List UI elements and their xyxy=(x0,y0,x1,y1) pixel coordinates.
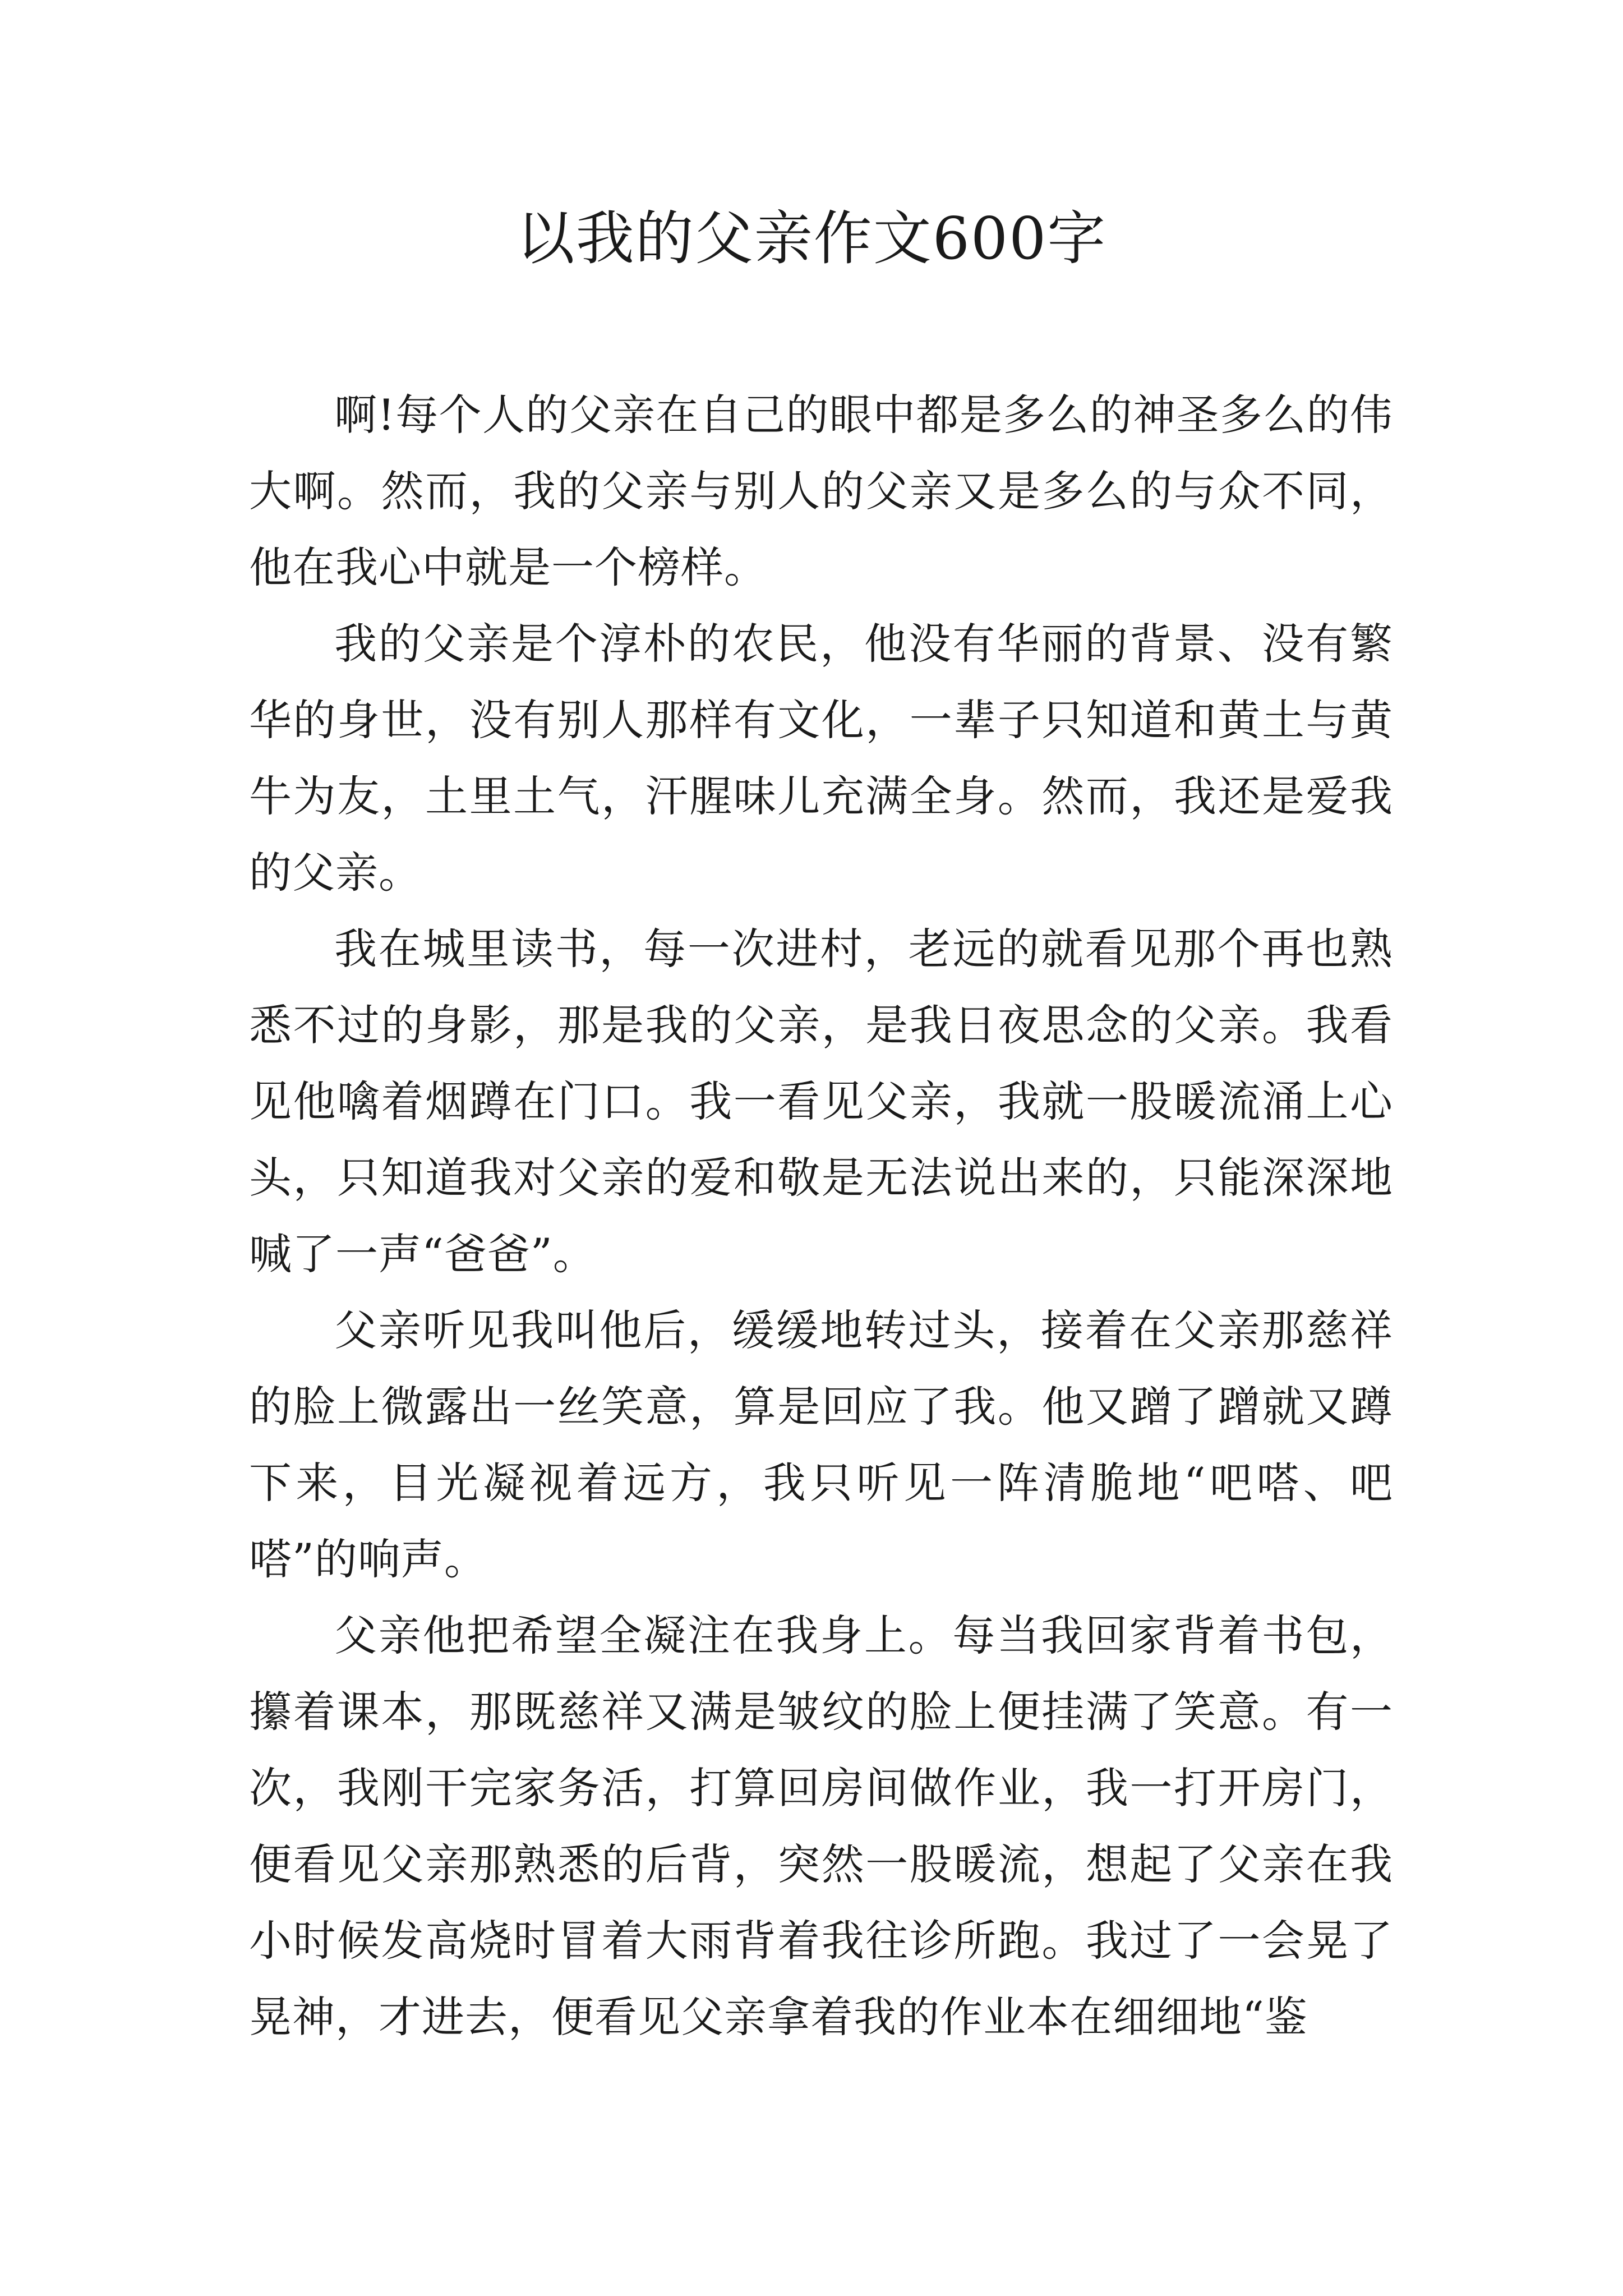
paragraph: 父亲听见我叫他后，缓缓地转过头，接着在父亲那慈祥的脸上微露出一丝笑意，算是回应了我。他又蹭了蹭就又蹲下来，目光凝视着远方，我只听见一阵清脆地“吧嗒、吧嗒”的响声。 xyxy=(249,1305,1393,1584)
paragraph: 啊!每个人的父亲在自己的眼中都是多么的神圣多么的伟大啊。然而，我的父亲与别人的父亲又是多么的与众不同，他在我心中就是一个榜样。 xyxy=(249,390,1393,592)
paragraph: 我在城里读书，每一次进村，老远的就看见那个再也熟悉不过的身影，那是我的父亲，是我日夜思念的父亲。我看见他噙着烟蹲在门口。我一看见父亲，我就一股暖流涌上心头，只知道我对父亲的爱和敬是无法说出来的，只能深深地喊了一声“爸爸”。 xyxy=(249,924,1393,1279)
document-body xyxy=(249,377,1393,2055)
document-title: 以我的父亲作文600字 xyxy=(516,204,1107,273)
paragraph: 父亲他把希望全凝注在我身上。每当我回家背着书包，攥着课本，那既慈祥又满是皱纹的脸上便挂满了笑意。有一次，我刚干完家务活，打算回房间做作业，我一打开房门，便看见父亲那熟悉的后背，突然一股暖流，想起了父亲在我小时候发高烧时冒着大雨背着我往诊所跑。我过了一会晃了晃神，才进去，便看见父亲拿着我的作业本在细细地“鉴 xyxy=(249,1611,1393,2042)
paragraph: 我的父亲是个淳朴的农民，他没有华丽的背景、没有繁华的身世，没有别人那样有文化，一辈子只知道和黄土与黄牛为友，土里土气，汗腥味儿充满全身。然而，我还是爱我的父亲。 xyxy=(249,619,1393,898)
